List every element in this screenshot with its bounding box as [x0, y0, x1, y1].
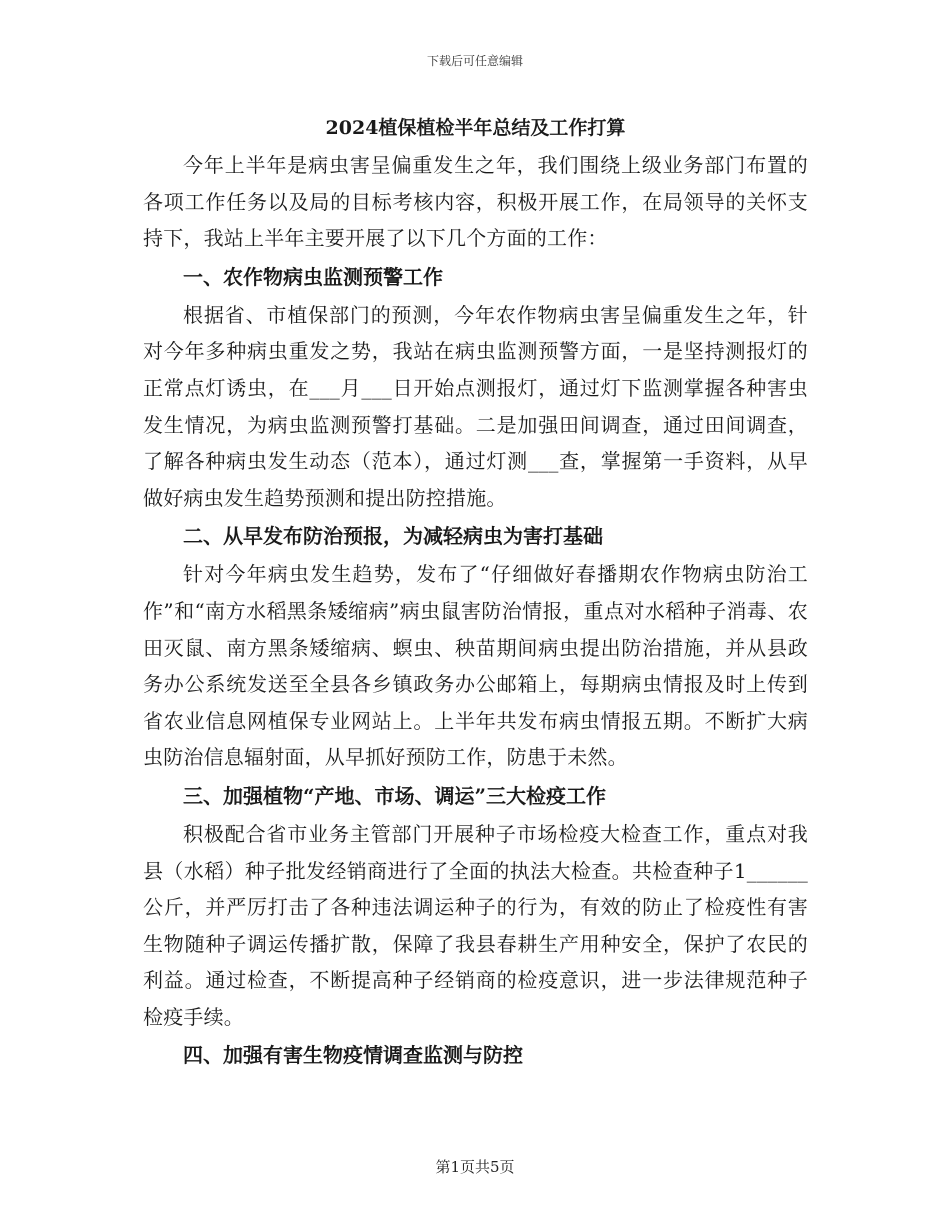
- section-heading-2: 二、从早发布防治预报，为减轻病虫为害打基础: [183, 524, 603, 549]
- section-heading-4: 四、加强有害生物疫情调查监测与防控: [183, 1043, 523, 1068]
- document-body: [143, 110, 808, 1075]
- section-body-3: 积极配合省市业务主管部门开展种子市场检疫大检查工作，重点对我县（水稻）种子批发经销商进行了全面的执法大检查。共检查种子1______公斤，并严厉打击了各种违法调运种子的行为，有效的防止了检疫性有害生物随种子调运传播扩散，保障了我县春耕生产用种安全，保护了农民的利益。通过检查，不断提高种子经销商的检疫意识，进一步法律规范种子检疫手续。: [143, 821, 808, 1029]
- document-title: 2024植保植检半年总结及工作打算: [325, 117, 626, 139]
- page-number-footer: 第1页共5页: [435, 1158, 515, 1176]
- section-heading-3: 三、加强植物“产地、市场、调运”三大检疫工作: [183, 783, 607, 808]
- section-heading-1: 一、农作物病虫监测预警工作: [183, 264, 443, 289]
- section-body-2: 针对今年病虫发生趋势，发布了“仔细做好春播期农作物病虫防治工作”和“南方水稻黑条矮缩病”病虫鼠害防治情报，重点对水稻种子消毒、农田灭鼠、南方黑条矮缩病、螟虫、秧苗期间病虫提出防治措施，并从县政务办公系统发送至全县各乡镇政务办公邮箱上，每期病虫情报及时上传到省农业信息网植保专业网站上。上半年共发布病虫情报五期。不断扩大病虫防治信息辐射面，从早抓好预防工作，防患于未然。: [143, 562, 808, 770]
- section-body-1: 根据省、市植保部门的预测，今年农作物病虫害呈偏重发生之年，针对今年多种病虫重发之势，我站在病虫监测预警方面，一是坚持测报灯的正常点灯诱虫，在___月___日开始点测报灯，通过灯下监测掌握各种害虫发生情况，为病虫监测预警打基础。二是加强田间调查，通过田间调查，了解各种病虫发生动态（范本），通过灯测___查，掌握第一手资料，从早做好病虫发生趋势预测和提出防控措施。: [143, 302, 808, 510]
- intro-paragraph: 今年上半年是病虫害呈偏重发生之年，我们围绕上级业务部门布置的各项工作任务以及局的目标考核内容，积极开展工作，在局领导的关怀支持下，我站上半年主要开展了以下几个方面的工作：: [143, 153, 808, 251]
- page-header-note: 下载后可任意编辑: [426, 54, 523, 68]
